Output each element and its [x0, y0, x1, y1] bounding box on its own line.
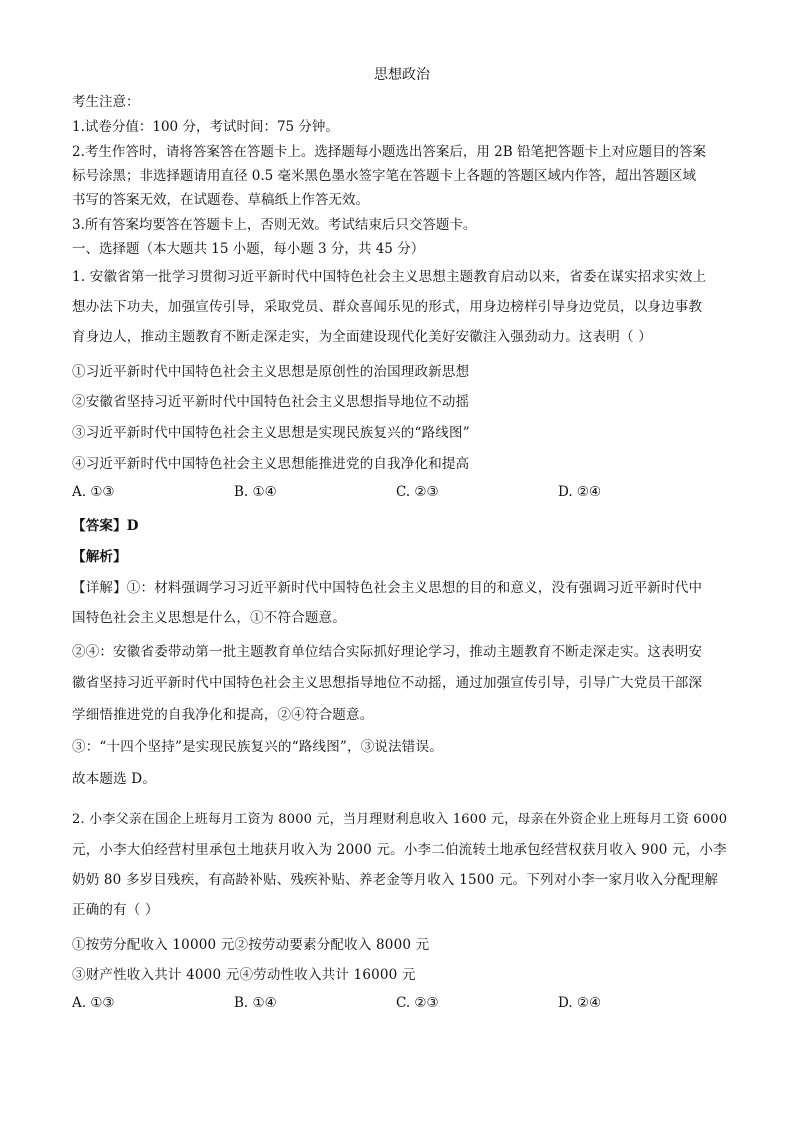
- statement-item: ①按劳分配收入 10000 元②按劳动要素分配收入 8000 元: [72, 937, 430, 953]
- notice-line: 标号涂黑；非选择题请用直径 0.5 毫米黑色墨水签字笔在答题卡上各题的答题区域内作答，超出答题区域: [72, 168, 697, 184]
- statement-item: ③财产性收入共计 4000 元④劳动性收入共计 16000 元: [72, 967, 416, 983]
- section-heading: 一、选择题（本大题共 15 小题，每小题 3 分，共 45 分）: [72, 241, 425, 257]
- question-stem-line: 想办法下功夫，加强宣传引导，采取党员、群众喜闻乐见的形式，用身边榜样引导身边党员，以身边事教: [72, 299, 703, 315]
- option-d: D. ②④: [558, 484, 602, 500]
- option-a: A. ①③: [72, 484, 115, 500]
- analysis-line: 故本题选 D。: [72, 771, 157, 787]
- question-stem-line: 1. 安徽省第一批学习贯彻习近平新时代中国特色社会主义思想主题教育启动以来，省委在谋实招求实效上: [72, 269, 707, 285]
- statement-item: ④习近平新时代中国特色社会主义思想能推进党的自我净化和提高: [72, 456, 470, 472]
- option-c: C. ②③: [396, 484, 439, 500]
- notice-line: 2.考生作答时，请将答案答在答题卡上。选择题每小题选出答案后，用 2B 铅笔把答题卡上对应题目的答案: [72, 144, 706, 160]
- analysis-line: 国特色社会主义思想是什么，①不符合题意。: [72, 610, 346, 626]
- question-stem-line: 育身边人，推动主题教育不断走深走实，为全面建设现代化美好安徽注入强劲动力。这表明（ ）: [72, 329, 652, 345]
- notice-line: 3.所有答案均要答在答题卡上，否则无效。考试结束后只交答题卡。: [72, 217, 477, 233]
- option-b: B. ①④: [234, 995, 277, 1011]
- analysis-line: ③：“十四个坚持”是实现民族复兴的“路线图”，③说法错误。: [72, 739, 443, 755]
- question-stem-line: 正确的有（ ）: [72, 902, 159, 918]
- analysis-line: 徽省坚持习近平新时代中国特色社会主义思想指导地位不动摇，通过加强宣传引导，引导广大党员干部深: [72, 675, 703, 691]
- statement-item: ②安徽省坚持习近平新时代中国特色社会主义思想指导地位不动摇: [72, 394, 470, 410]
- option-c: C. ②③: [396, 995, 439, 1011]
- statement-item: ①习近平新时代中国特色社会主义思想是原创性的治国理政新思想: [72, 364, 470, 380]
- analysis-label: 【解析】: [72, 549, 127, 565]
- analysis-line: 【详解】①：材料强调学习习近平新时代中国特色社会主义思想的目的和意义，没有强调习近平新时代中: [72, 580, 703, 596]
- option-d: D. ②④: [558, 995, 602, 1011]
- analysis-line: ②④：安徽省委带动第一批主题教育单位结合实际抓好理论学习，推动主题教育不断走深走实。这表明安: [72, 644, 703, 660]
- answer-label: 【答案】D: [72, 518, 139, 534]
- statement-item: ③习近平新时代中国特色社会主义思想是实现民族复兴的“路线图”: [72, 425, 470, 441]
- page-title: 思想政治: [374, 67, 430, 83]
- analysis-line: 学细悟推进党的自我净化和提高，②④符合题意。: [72, 707, 374, 723]
- notice-line: 书写的答案无效，在试题卷、草稿纸上作答无效。: [72, 192, 369, 208]
- notice-heading: 考生注意：: [72, 94, 140, 110]
- option-a: A. ①③: [72, 995, 115, 1011]
- option-b: B. ①④: [234, 484, 277, 500]
- question-stem-line: 元，小李大伯经营村里承包土地获月收入为 2000 元。小李二伯流转土地承包经营权获月收入 900 元，小李: [72, 842, 727, 858]
- notice-line: 1.试卷分值：100 分，考试时间：75 分钟。: [72, 119, 339, 135]
- question-stem-line: 2. 小李父亲在国企上班每月工资为 8000 元，当月理财利息收入 1600 元，母亲在外资企业上班每月工资 6000: [72, 812, 728, 827]
- question-stem-line: 奶奶 80 多岁目残疾，有高龄补贴、残疾补贴、养老金等月收入 1500 元。下列对小李一家月收入分配理解: [72, 872, 719, 888]
